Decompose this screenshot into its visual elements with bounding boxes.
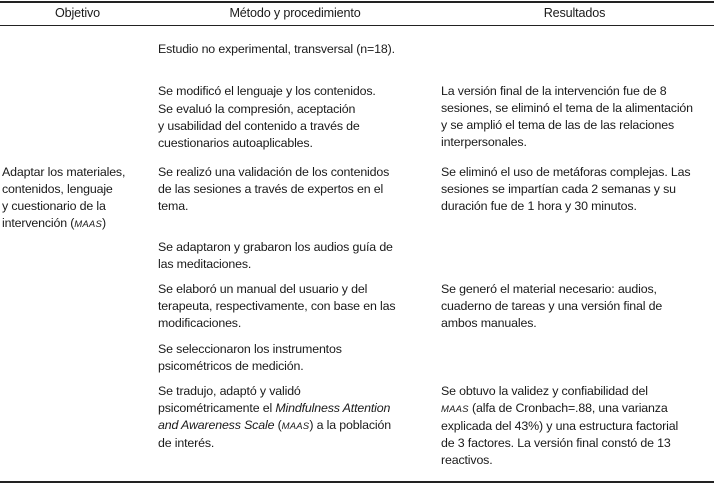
header-rule [0, 25, 714, 26]
metodo-p3: Se realizó una validación de los contenidos de las sesiones a través de expertos en el tema. [158, 165, 390, 213]
header-resultados: Resultados [543, 6, 606, 20]
objetivo-last-line: intervención (MAAS) [2, 216, 106, 230]
metodo-p5: Se elaboró un manual del usuario y del terapeuta, respectivamente, con base en las modificaciones. [158, 282, 396, 330]
metodo-p6: Se seleccionaron los instrumentos psicométricos de medición. [158, 342, 342, 373]
top-rule [0, 1, 714, 3]
bottom-rule [0, 481, 714, 483]
objetivo-cell: Adaptar los materiales, contenidos, lenguaje y cuestionario de la intervención (MAAS) [2, 164, 125, 233]
resultado-r1: La versión final de la intervención fue de 8 sesiones, se eliminó el tema de la alimentación y se amplió el tema de las de las relaciones interpersonales. [441, 84, 693, 149]
metodo-p2: Se evaluó la compresión, aceptación y usabilidad del contenido a través de cuestionarios autoaplicables. [158, 102, 360, 150]
resultado-r2: Se eliminó el uso de metáforas complejas. Las sesiones se impartían cada 2 semanas y su duración fue de 1 hora y 30 minutos. [441, 165, 691, 213]
metodo-p1: Se modificó el lenguaje y los contenidos. [158, 84, 376, 98]
header-objetivo: Objetivo [55, 6, 100, 20]
metodo-design: Estudio no experimental, transversal (n=18). [158, 42, 395, 56]
metodo-p4: Se adaptaron y grabaron los audios guía de las meditaciones. [158, 240, 393, 271]
resultado-r4: Se obtuvo la validez y confiabilidad del MAAS (alfa de Cronbach=.88, una varianza explicada del 43%) y una estructura factorial de 3 factores. La versión final constó de 13 reactivos. [441, 384, 679, 467]
metodo-p7: Se tradujo, adaptó y validó psicométricamente el Mindfulness Attention and Awareness Scale (MAAS) a la población de interés. [158, 384, 391, 450]
header-metodo: Método y procedimiento [229, 6, 361, 20]
resultado-r3: Se generó el material necesario: audios, cuaderno de tareas y una versión final de ambos manuales. [441, 282, 663, 330]
